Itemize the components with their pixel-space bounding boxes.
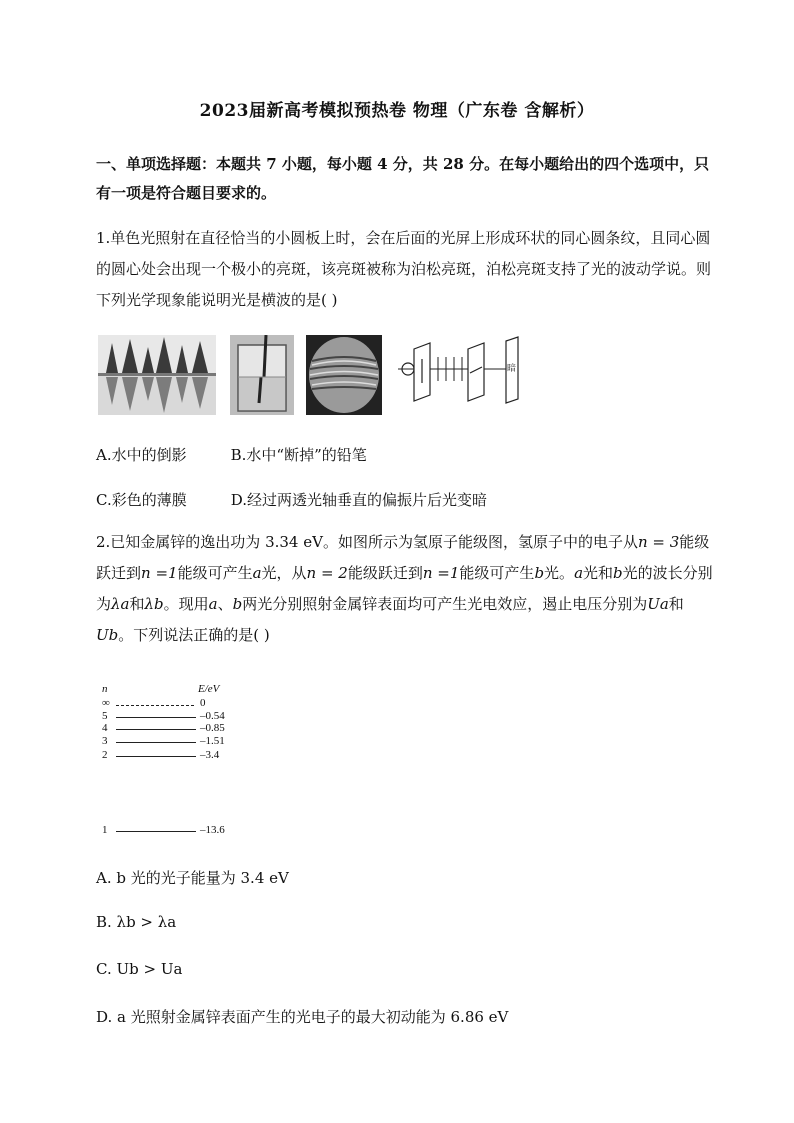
level-line-4 bbox=[116, 729, 196, 730]
q1-option-c[interactable]: C.彩色的薄膜 bbox=[96, 491, 187, 509]
q1-option-a[interactable]: A.水中的倒影 bbox=[96, 446, 187, 464]
level-e-label: –0.85 bbox=[200, 722, 225, 734]
tree-reflection-image bbox=[98, 335, 216, 415]
q1-option-d[interactable]: D.经过两透光轴垂直的偏振片后光变暗 bbox=[230, 491, 487, 509]
page-title: 2023届新高考模拟预热卷 物理（广东卷 含解析） bbox=[199, 101, 595, 121]
polarizer-diagram bbox=[398, 335, 526, 415]
q2-option-a[interactable]: A. b 光的光子能量为 3.4 eV bbox=[96, 869, 289, 887]
thin-film-image bbox=[306, 335, 382, 415]
level-line-5 bbox=[116, 717, 196, 718]
level-line-inf bbox=[116, 705, 194, 706]
question-1-options-row-1 bbox=[96, 444, 367, 465]
level-n-label: 1 bbox=[102, 824, 108, 836]
level-line-2 bbox=[116, 756, 196, 757]
level-line-3 bbox=[116, 742, 196, 743]
level-e-label: –3.4 bbox=[200, 749, 220, 761]
n-axis-label: n bbox=[102, 683, 108, 695]
level-e-label: 0 bbox=[200, 697, 206, 709]
section-heading: 一、单项选择题：本题共 7 小题，每小题 4 分，共 28 分。在每小题给出的四个选项中，只有一项是符合题目要求的。 bbox=[96, 155, 710, 202]
energy-level-diagram bbox=[100, 683, 300, 843]
q2-option-b[interactable]: B. λb > λa bbox=[96, 913, 177, 931]
energy-axis-label: E/eV bbox=[198, 683, 220, 695]
level-n-label: 2 bbox=[102, 749, 108, 761]
level-line-1 bbox=[116, 831, 196, 832]
level-n-label: 5 bbox=[102, 710, 108, 722]
level-n-label: 4 bbox=[102, 722, 108, 734]
q2-option-d[interactable]: D. a 光照射金属锌表面产生的光电子的最大初动能为 6.86 eV bbox=[96, 1008, 509, 1026]
q2-option-c[interactable]: C. Ub > Ua bbox=[96, 960, 183, 978]
level-n-label: ∞ bbox=[102, 697, 110, 709]
question-1-options-row-2 bbox=[96, 489, 487, 510]
level-e-label: –13.6 bbox=[200, 824, 225, 836]
question-1-stem: 1.单色光照射在直径恰当的小圆板上时，会在后面的光屏上形成环状的同心圆条纹，且同心圆的圆心处会出现一个极小的亮斑，该亮斑被称为泊松亮斑，泊松亮斑支持了光的波动学说。则下列光学现象能说明光是横波的是( ) bbox=[96, 229, 712, 309]
level-e-label: –0.54 bbox=[200, 710, 225, 722]
screen-label: 暗 bbox=[507, 364, 517, 374]
pencil-in-water-image bbox=[230, 335, 294, 415]
level-n-label: 3 bbox=[102, 735, 108, 747]
level-e-label: –1.51 bbox=[200, 735, 225, 747]
q1-option-b[interactable]: B.水中“断掉”的铅笔 bbox=[230, 446, 367, 464]
question-2-stem: 2.已知金属锌的逸出功为 3.34 eV。如图所示为氢原子能级图，氢原子中的电子从n = 3能级跃迁到n =1能级可产生a光，从n = 2能级跃迁到n =1能级可产生b光。a光和b光的波长分别为λa和λb。现用a、b两光分别照射金属锌表面均可产生光电效应，遏止电压分别为Ua和Ub。下列说法正确的是( ) bbox=[96, 533, 713, 644]
